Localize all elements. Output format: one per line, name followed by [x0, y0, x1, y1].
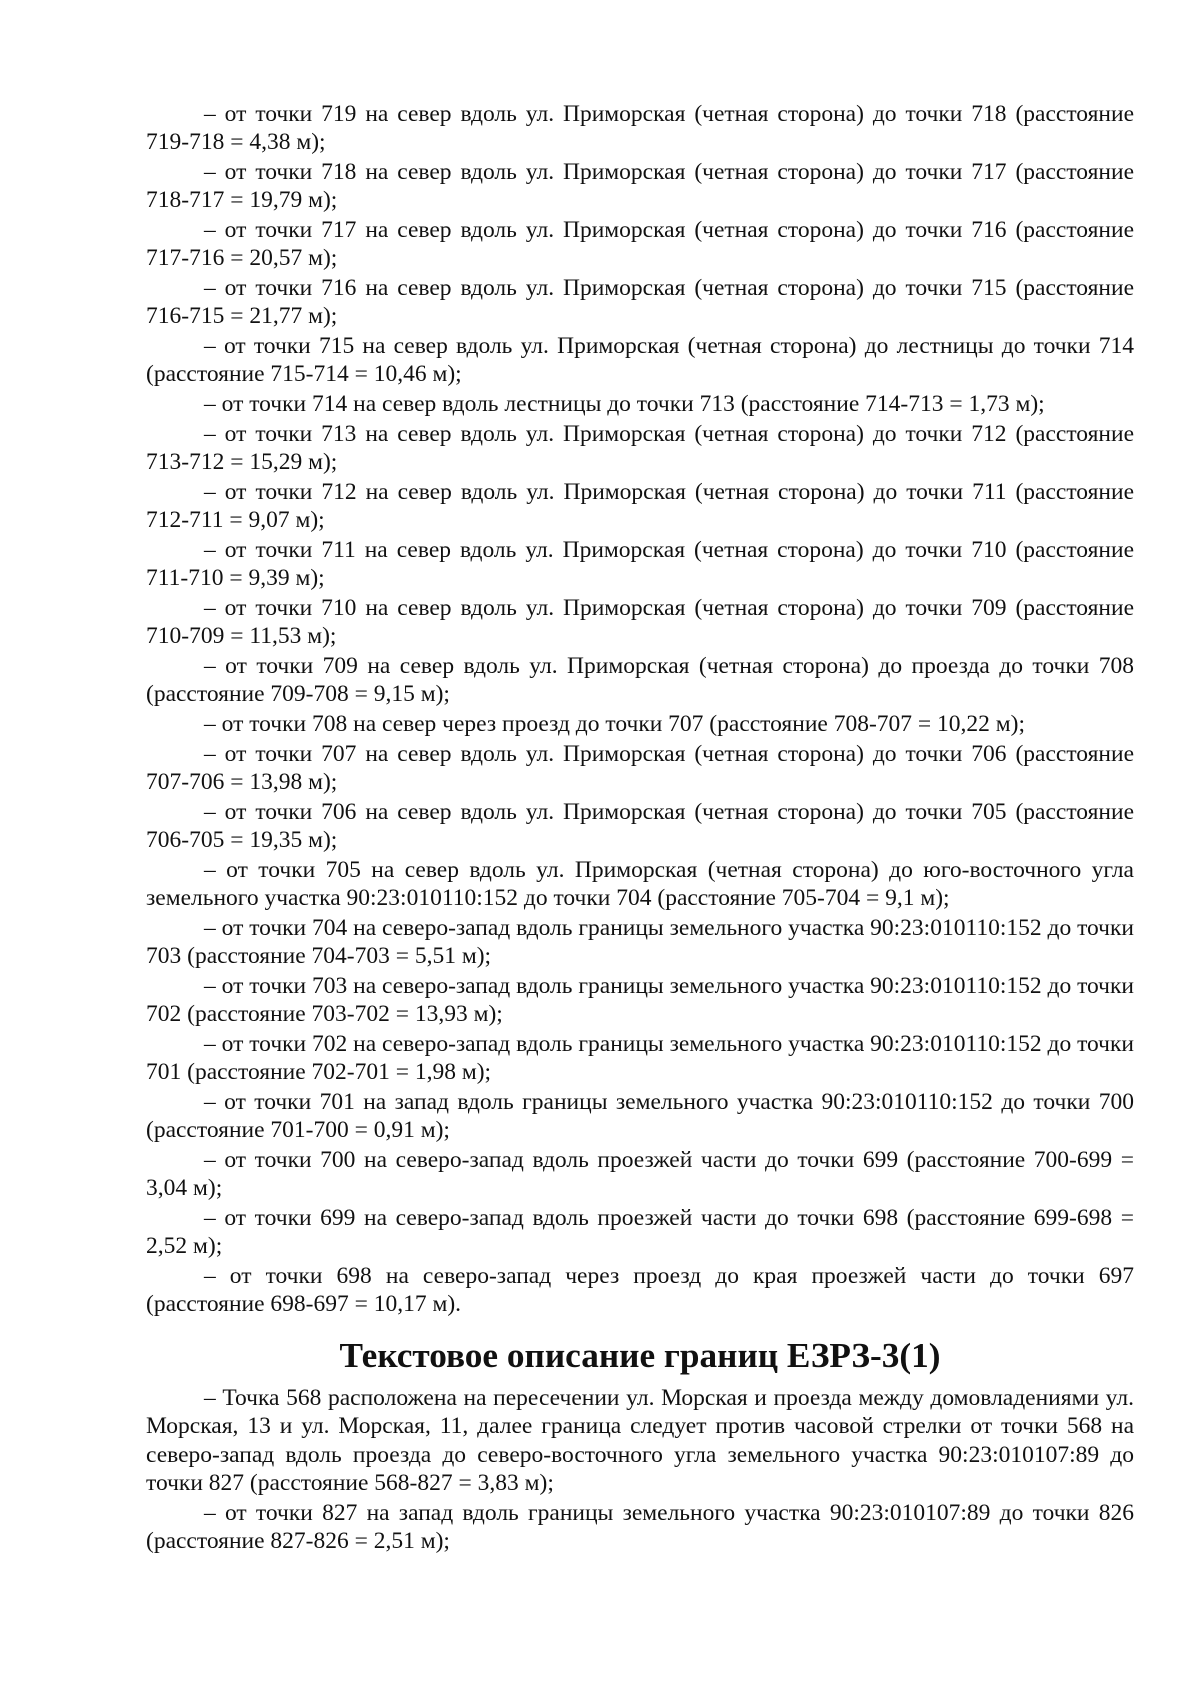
- section-heading: Текстовое описание границ ЕЗРЗ-3(1): [339, 1336, 941, 1375]
- paragraph: – от точки 699 на северо-запад вдоль проезжей части до точки 698 (расстояние 699-698 = 2,52 м);: [146, 1204, 1134, 1259]
- paragraph: – от точки 707 на север вдоль ул. Приморская (четная сторона) до точки 706 (расстояние 707-706 = 13,98 м);: [146, 740, 1134, 795]
- paragraph: – от точки 711 на север вдоль ул. Приморская (четная сторона) до точки 710 (расстояние 711-710 = 9,39 м);: [146, 536, 1134, 591]
- paragraph: – от точки 709 на север вдоль ул. Приморская (четная сторона) до проезда до точки 708 (расстояние 709-708 = 9,15 м);: [146, 652, 1134, 707]
- paragraph: – от точки 703 на северо-запад вдоль границы земельного участка 90:23:010110:152 до точки 702 (расстояние 703-702 = 13,93 м);: [146, 972, 1134, 1027]
- paragraph: – от точки 827 на запад вдоль границы земельного участка 90:23:010107:89 до точки 826 (расстояние 827-826 = 2,51 м);: [146, 1499, 1134, 1554]
- paragraph: – Точка 568 расположена на пересечении ул. Морская и проезда между домовладениями ул. Морская, 13 и ул. Морская, 11, далее граница следует против часовой стрелки от точки 568 на северо-запад вдоль проезда до северо-восточного угла земельного участка 90:23:010107:89 до точки 827 (расстояние 568-827 = 3,83 м);: [146, 1385, 1134, 1496]
- paragraph: – от точки 704 на северо-запад вдоль границы земельного участка 90:23:010110:152 до точки 703 (расстояние 704-703 = 5,51 м);: [146, 914, 1134, 969]
- paragraph: – от точки 718 на север вдоль ул. Приморская (четная сторона) до точки 717 (расстояние 718-717 = 19,79 м);: [146, 159, 1134, 214]
- paragraph: – от точки 700 на северо-запад вдоль проезжей части до точки 699 (расстояние 700-699 = 3,04 м);: [146, 1146, 1134, 1201]
- paragraph: – от точки 710 на север вдоль ул. Приморская (четная сторона) до точки 709 (расстояние 710-709 = 11,53 м);: [146, 594, 1134, 649]
- paragraph: – от точки 702 на северо-запад вдоль границы земельного участка 90:23:010110:152 до точки 701 (расстояние 702-701 = 1,98 м);: [146, 1030, 1134, 1085]
- paragraph: – от точки 719 на север вдоль ул. Приморская (четная сторона) до точки 718 (расстояние 719-718 = 4,38 м);: [146, 101, 1134, 156]
- paragraph: – от точки 713 на север вдоль ул. Приморская (четная сторона) до точки 712 (расстояние 713-712 = 15,29 м);: [146, 420, 1134, 475]
- paragraph: – от точки 716 на север вдоль ул. Приморская (четная сторона) до точки 715 (расстояние 716-715 = 21,77 м);: [146, 275, 1134, 330]
- paragraph: – от точки 708 на север через проезд до точки 707 (расстояние 708-707 = 10,22 м);: [204, 710, 1026, 737]
- paragraph: – от точки 705 на север вдоль ул. Приморская (четная сторона) до юго-восточного угла земельного участка 90:23:010110:152 до точки 704 (расстояние 705-704 = 9,1 м);: [146, 856, 1134, 911]
- paragraph: – от точки 701 на запад вдоль границы земельного участка 90:23:010110:152 до точки 700 (расстояние 701-700 = 0,91 м);: [146, 1088, 1134, 1143]
- paragraph: – от точки 706 на север вдоль ул. Приморская (четная сторона) до точки 705 (расстояние 706-705 = 19,35 м);: [146, 798, 1134, 853]
- paragraph: – от точки 698 на северо-запад через проезд до края проезжей части до точки 697 (расстояние 698-697 = 10,17 м).: [146, 1262, 1134, 1317]
- document-page: [146, 100, 1134, 1557]
- paragraph: – от точки 715 на север вдоль ул. Приморская (четная сторона) до лестницы до точки 714 (расстояние 715-714 = 10,46 м);: [146, 333, 1134, 388]
- paragraph: – от точки 714 на север вдоль лестницы до точки 713 (расстояние 714-713 = 1,73 м);: [204, 391, 1045, 417]
- paragraph: – от точки 717 на север вдоль ул. Приморская (четная сторона) до точки 716 (расстояние 717-716 = 20,57 м);: [146, 217, 1134, 272]
- paragraph: – от точки 712 на север вдоль ул. Приморская (четная сторона) до точки 711 (расстояние 712-711 = 9,07 м);: [146, 478, 1134, 533]
